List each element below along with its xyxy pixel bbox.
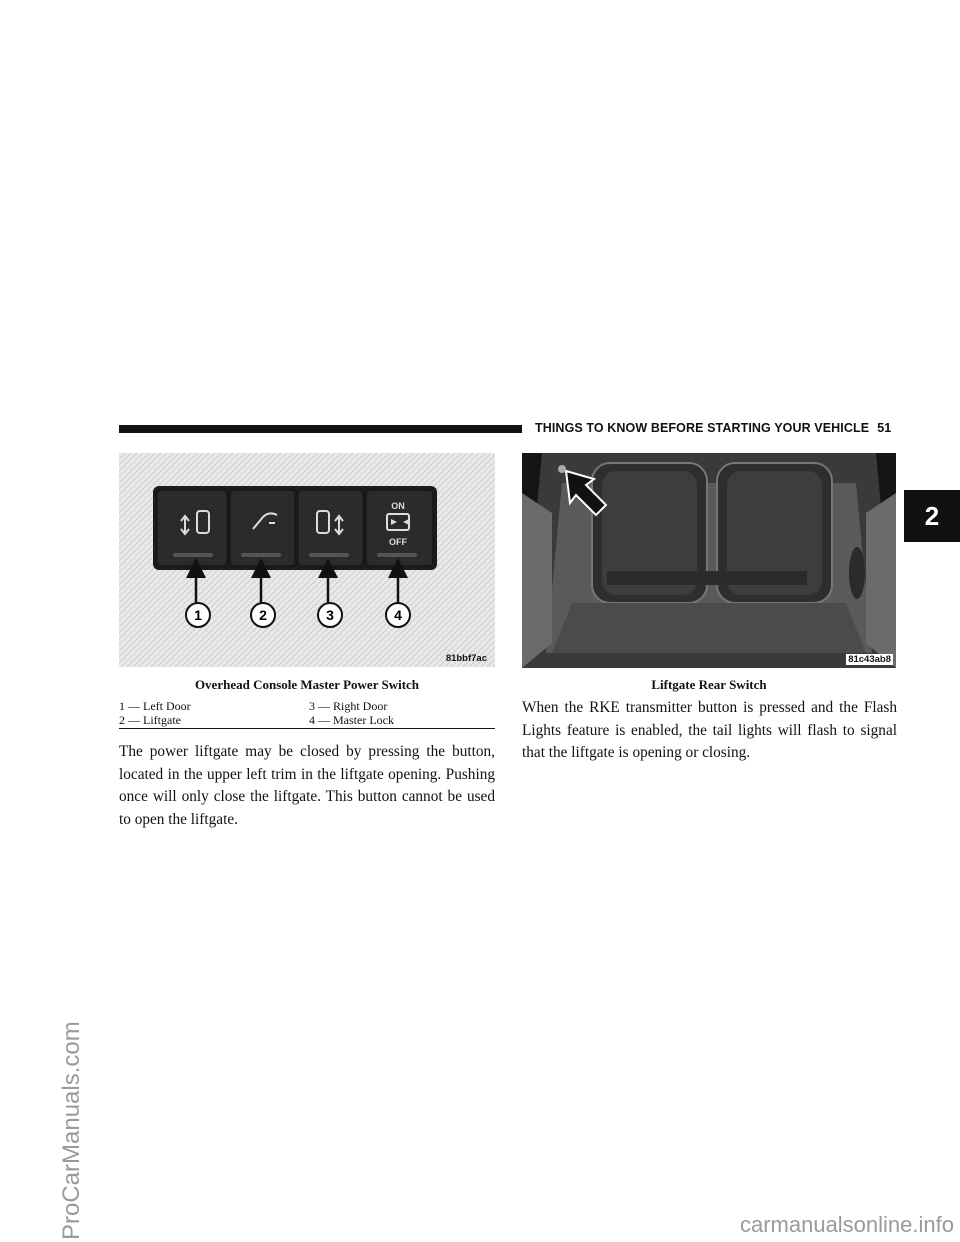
legend-item: 1 — Left Door [119,699,191,713]
figure-caption-right: Liftgate Rear Switch [651,677,767,692]
figure-code: 81c43ab8 [848,654,891,665]
liftgate-switch [558,465,566,473]
switch-on-label: ON [391,501,405,511]
side-watermark: ProCarManuals.com [58,1021,85,1240]
figure-liftgate-photo [522,453,896,668]
legend-row [119,700,495,714]
legend-item: 3 — Right Door [309,699,388,713]
page-number: 51 [877,421,892,435]
chapter-tab: 2 [904,490,960,542]
figure-legend [119,700,495,729]
callout-3: 3 [326,607,334,623]
console-switch-illustration [119,453,495,667]
legend-row [119,714,495,728]
figure-code: 81bbf7ac [445,653,487,664]
figure-console-switch [119,453,495,667]
header-rule [119,425,522,433]
section-title: THINGS TO KNOW BEFORE STARTING YOUR VEHICLE [535,421,870,435]
figure-caption-left: Overhead Console Master Power Switch [194,677,420,692]
callout-2: 2 [259,607,267,623]
footer-watermark: carmanualsonline.info [739,1212,954,1237]
running-header [535,421,891,435]
body-paragraph-left: The power liftgate may be closed by pressing the button, located in the upper left trim in the liftgate opening. Pushing once will only close the liftgate. This button cannot be used to open the liftgate. [119,743,495,828]
cargo-area-photo [522,453,896,668]
switch-off-label: OFF [389,537,407,547]
body-paragraph-right: When the RKE transmitter button is pressed and the Flash Lights feature is enabled, the tail lights will flash to signal that the liftgate is opening or closing. [522,699,897,761]
callout-1: 1 [194,607,202,623]
legend-item: 4 — Master Lock [309,712,394,727]
callout-4: 4 [394,607,402,623]
legend-item: 2 — Liftgate [119,712,181,727]
